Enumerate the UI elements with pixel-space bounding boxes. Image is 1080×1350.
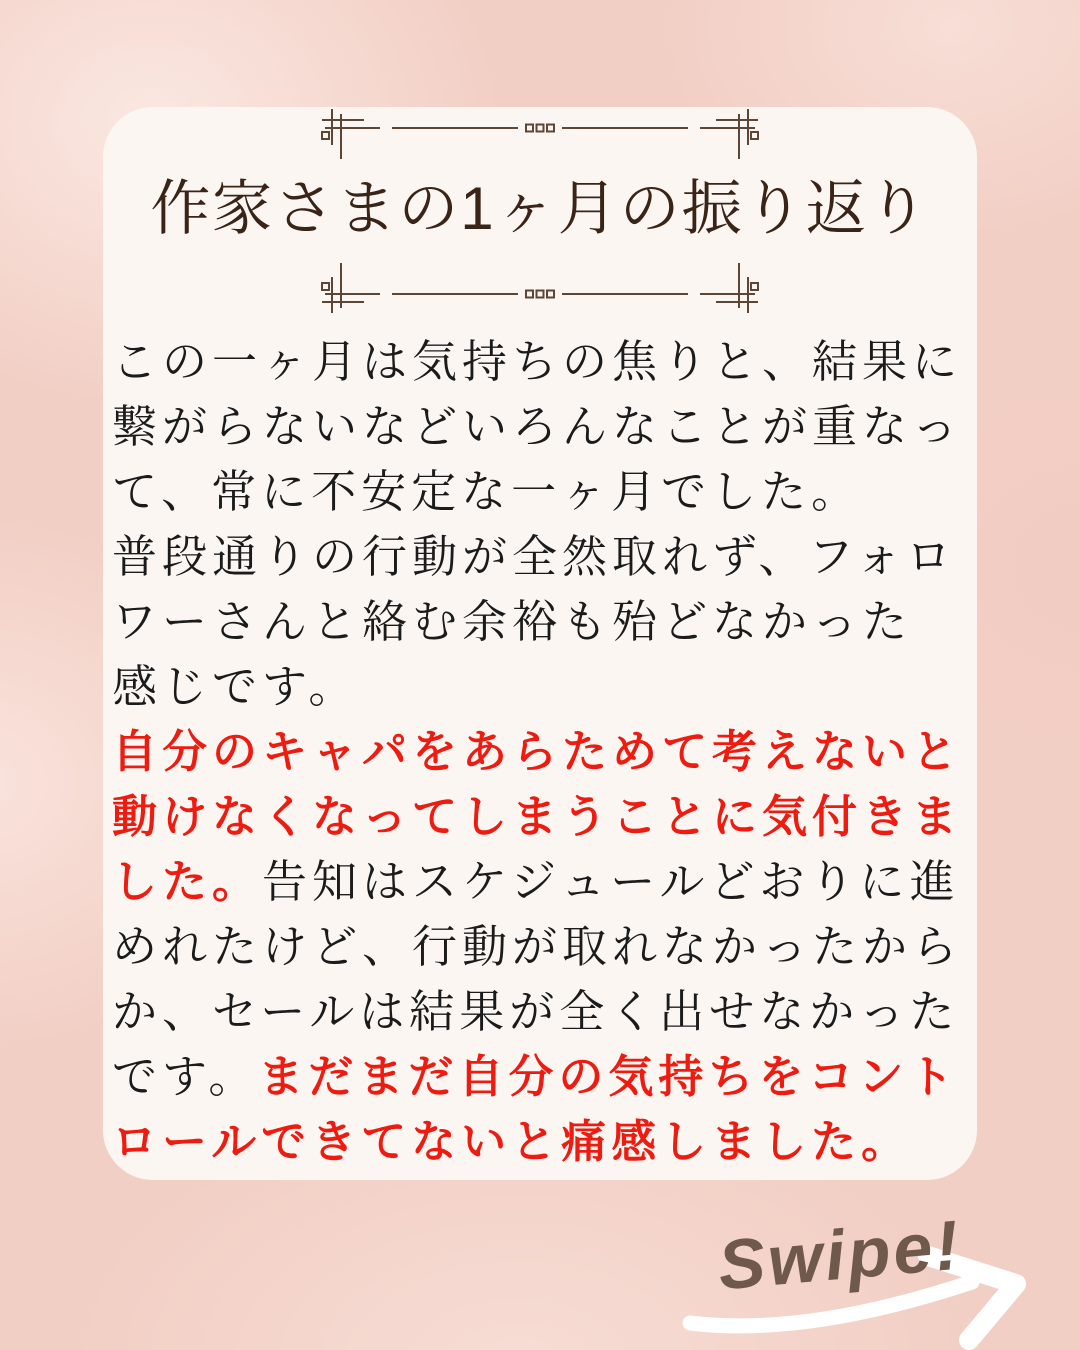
body-text-line — [112, 719, 977, 784]
body-text-line — [112, 1044, 977, 1109]
text-segment: 普段通りの行動が全然取れず、フォロ — [112, 531, 957, 582]
body-text-line — [112, 849, 977, 914]
page-title: 作家さまの1ヶ月の振り返り — [150, 175, 930, 242]
swipe-label: Swipe! — [715, 1205, 965, 1305]
body-text-line — [112, 654, 977, 719]
emphasis-text-segment: 動けなくなってしまうことに気付きま — [112, 791, 963, 842]
text-segment: 繋がらないなどいろんなことが重なっ — [112, 401, 963, 452]
body-text-line — [112, 979, 977, 1044]
swipe-indicator[interactable] — [620, 1205, 1060, 1350]
top-divider — [320, 107, 760, 161]
emphasis-text-segment: 自分のキャパをあらためて考えないと — [112, 726, 963, 777]
body-text-line — [112, 524, 977, 589]
ornament-divider-icon — [320, 261, 760, 315]
body-text — [103, 329, 977, 1174]
body-text-line — [112, 784, 977, 849]
body-text-line — [112, 394, 977, 459]
text-segment: 感じです。 — [112, 661, 359, 712]
ornament-divider-icon — [320, 107, 760, 161]
body-text-line — [112, 589, 977, 654]
text-segment: ワーさんと絡む余裕も殆どなかった — [112, 596, 913, 647]
text-segment: 告知はスケジュールどおりに進 — [262, 856, 960, 907]
text-segment: て、常に不安定な一ヶ月でした。 — [112, 466, 862, 517]
content-card — [103, 107, 977, 1180]
text-segment: めれたけど、行動が取れなかったから — [112, 921, 963, 972]
text-segment: です。 — [112, 1051, 259, 1102]
emphasis-text-segment: した。 — [112, 856, 263, 907]
emphasis-text-segment: ロールできてないと痛感しました。 — [112, 1116, 912, 1167]
text-segment: この一ヶ月は気持ちの焦りと、結果に — [112, 336, 963, 387]
body-text-line — [112, 1109, 977, 1174]
bottom-divider — [320, 261, 760, 315]
emphasis-text-segment: まだまだ自分の気持ちをコント — [258, 1051, 959, 1102]
body-text-line — [112, 459, 977, 524]
text-segment: か、セールは結果が全く出せなかった — [112, 986, 960, 1037]
body-text-line — [112, 914, 977, 979]
body-text-line — [112, 329, 977, 394]
